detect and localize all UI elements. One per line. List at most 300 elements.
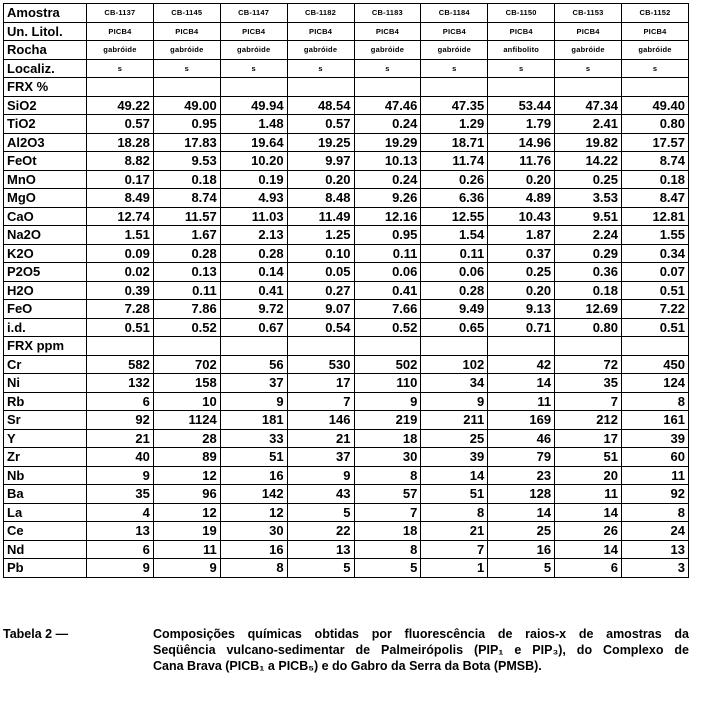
table-row — [4, 152, 689, 171]
table-cell: 33 — [220, 429, 287, 448]
table-cell: 9.49 — [421, 300, 488, 319]
table-cell: 132 — [87, 374, 154, 393]
table-cell: 24 — [622, 522, 689, 541]
table-cell: gabróide — [287, 41, 354, 60]
row-label: Pb — [4, 559, 87, 578]
table-cell: 12.81 — [622, 207, 689, 226]
table-cell: 47.35 — [421, 96, 488, 115]
table-cell: 9 — [87, 559, 154, 578]
table-cell: 9.72 — [220, 300, 287, 319]
table-cell: PICB4 — [555, 22, 622, 41]
table-row — [4, 411, 689, 430]
table-cell: 79 — [488, 448, 555, 467]
table-cell: 0.52 — [354, 318, 421, 337]
table-cell: 8.48 — [287, 189, 354, 208]
table-cell: 9 — [153, 559, 220, 578]
table-cell: 18 — [354, 522, 421, 541]
table-cell: s — [354, 59, 421, 78]
table-cell: 16 — [220, 540, 287, 559]
table-cell: 18 — [354, 429, 421, 448]
table-cell: 10.13 — [354, 152, 421, 171]
table-cell: 39 — [421, 448, 488, 467]
row-label: Zr — [4, 448, 87, 467]
row-label: Nd — [4, 540, 87, 559]
row-label: CaO — [4, 207, 87, 226]
row-label: MgO — [4, 189, 87, 208]
row-label: MnO — [4, 170, 87, 189]
table-cell: 11 — [622, 466, 689, 485]
table-cell: 37 — [220, 374, 287, 393]
table-cell: 0.51 — [622, 318, 689, 337]
table-cell: 10.43 — [488, 207, 555, 226]
table-cell: 35 — [87, 485, 154, 504]
table-cell: 21 — [87, 429, 154, 448]
table-cell: 9.97 — [287, 152, 354, 171]
caption-line-1: Composições químicas obtidas por fluorescência de raios-x de amostras da — [153, 627, 689, 641]
table-cell: 9 — [220, 392, 287, 411]
table-cell: gabróide — [354, 41, 421, 60]
table-cell: 8 — [622, 503, 689, 522]
table-cell: 5 — [287, 559, 354, 578]
table-cell: 158 — [153, 374, 220, 393]
table-cell: 8.49 — [87, 189, 154, 208]
table-row — [4, 355, 689, 374]
table-cell: 19.64 — [220, 133, 287, 152]
row-label: FeOt — [4, 152, 87, 171]
table-cell: 0.20 — [287, 170, 354, 189]
table-cell: 8.82 — [87, 152, 154, 171]
table-cell: 20 — [555, 466, 622, 485]
table-cell: 57 — [354, 485, 421, 504]
table-cell: 3.53 — [555, 189, 622, 208]
table-cell: gabróide — [87, 41, 154, 60]
table-row — [4, 115, 689, 134]
table-cell: PICB4 — [220, 22, 287, 41]
table-cell: 49.40 — [622, 96, 689, 115]
table-cell: 5 — [287, 503, 354, 522]
table-cell: 4.93 — [220, 189, 287, 208]
row-label: FeO — [4, 300, 87, 319]
table-cell: 11 — [555, 485, 622, 504]
table-cell: 0.26 — [421, 170, 488, 189]
table-cell: 9 — [421, 392, 488, 411]
table-row — [4, 170, 689, 189]
table-cell: CB-1182 — [287, 4, 354, 23]
table-row — [4, 189, 689, 208]
table-cell: 37 — [287, 448, 354, 467]
row-label: Un. Litol. — [4, 22, 87, 41]
table-cell: 8 — [354, 540, 421, 559]
table-cell: 124 — [622, 374, 689, 393]
table-row — [4, 318, 689, 337]
table-cell: 11 — [488, 392, 555, 411]
table-cell: 39 — [622, 429, 689, 448]
empty-cell — [488, 78, 555, 97]
table-cell: 5 — [488, 559, 555, 578]
table-cell: 51 — [421, 485, 488, 504]
table-row — [4, 429, 689, 448]
table-cell: 211 — [421, 411, 488, 430]
table-cell: 0.95 — [153, 115, 220, 134]
table-row — [4, 392, 689, 411]
table-row — [4, 133, 689, 152]
empty-cell — [354, 337, 421, 356]
table-cell: 49.94 — [220, 96, 287, 115]
section-row — [4, 337, 689, 356]
row-label: K2O — [4, 244, 87, 263]
table-caption — [3, 626, 689, 674]
table-cell: 6.36 — [421, 189, 488, 208]
table-cell: 0.20 — [488, 281, 555, 300]
table-cell: gabróide — [153, 41, 220, 60]
row-label: Ni — [4, 374, 87, 393]
table-cell: 96 — [153, 485, 220, 504]
table-cell: 6 — [87, 392, 154, 411]
table-cell: CB-1152 — [622, 4, 689, 23]
table-cell: 1.51 — [87, 226, 154, 245]
table-cell: 0.10 — [287, 244, 354, 263]
table-cell: 8.74 — [153, 189, 220, 208]
row-label: Na2O — [4, 226, 87, 245]
row-label: P2O5 — [4, 263, 87, 282]
table-cell: 1.79 — [488, 115, 555, 134]
table-cell: 49.22 — [87, 96, 154, 115]
table-cell: 11 — [153, 540, 220, 559]
table-cell: 0.13 — [153, 263, 220, 282]
table-cell: 1.87 — [488, 226, 555, 245]
table-cell: s — [622, 59, 689, 78]
table-cell: 9.13 — [488, 300, 555, 319]
table-cell: CB-1153 — [555, 4, 622, 23]
table-cell: 0.09 — [87, 244, 154, 263]
table-row — [4, 503, 689, 522]
table-body — [4, 4, 689, 578]
table-cell: 12.74 — [87, 207, 154, 226]
table-cell: 6 — [555, 559, 622, 578]
table-cell: gabróide — [220, 41, 287, 60]
table-cell: 7 — [354, 503, 421, 522]
table-cell: 0.14 — [220, 263, 287, 282]
table-cell: 28 — [153, 429, 220, 448]
table-cell: 0.37 — [488, 244, 555, 263]
table-cell: 0.06 — [354, 263, 421, 282]
table-row — [4, 540, 689, 559]
table-cell: 0.11 — [153, 281, 220, 300]
geochemistry-table — [3, 3, 689, 578]
table-cell: 7.22 — [622, 300, 689, 319]
table-row — [4, 207, 689, 226]
table-cell: 42 — [488, 355, 555, 374]
table-cell: 450 — [622, 355, 689, 374]
table-cell: 11.74 — [421, 152, 488, 171]
table-row — [4, 4, 689, 23]
table-cell: 4 — [87, 503, 154, 522]
table-row — [4, 96, 689, 115]
table-cell: 0.36 — [555, 263, 622, 282]
table-cell: 17 — [555, 429, 622, 448]
table-cell: 2.24 — [555, 226, 622, 245]
table-cell: 26 — [555, 522, 622, 541]
empty-cell — [287, 337, 354, 356]
table-cell: 47.46 — [354, 96, 421, 115]
table-cell: 8 — [354, 466, 421, 485]
table-cell: 0.24 — [354, 115, 421, 134]
table-cell: 1.29 — [421, 115, 488, 134]
table-cell: 128 — [488, 485, 555, 504]
table-cell: 1.48 — [220, 115, 287, 134]
table-cell: 0.18 — [555, 281, 622, 300]
row-label: Sr — [4, 411, 87, 430]
table-cell: 0.06 — [421, 263, 488, 282]
table-cell: 8.74 — [622, 152, 689, 171]
table-cell: 49.00 — [153, 96, 220, 115]
table-cell: 19.82 — [555, 133, 622, 152]
table-cell: 0.54 — [287, 318, 354, 337]
empty-cell — [220, 337, 287, 356]
table-cell: 0.24 — [354, 170, 421, 189]
table-cell: 22 — [287, 522, 354, 541]
table-cell: 110 — [354, 374, 421, 393]
table-cell: 0.25 — [488, 263, 555, 282]
table-cell: 19.29 — [354, 133, 421, 152]
section-row — [4, 78, 689, 97]
table-cell: 14 — [488, 374, 555, 393]
empty-cell — [153, 337, 220, 356]
empty-cell — [287, 78, 354, 97]
table-cell: 72 — [555, 355, 622, 374]
empty-cell — [622, 78, 689, 97]
table-cell: 17.83 — [153, 133, 220, 152]
table-cell: CB-1145 — [153, 4, 220, 23]
table-row — [4, 559, 689, 578]
table-cell: PICB4 — [287, 22, 354, 41]
table-cell: 11.76 — [488, 152, 555, 171]
table-cell: CB-1150 — [488, 4, 555, 23]
table-cell: 181 — [220, 411, 287, 430]
table-cell: 0.18 — [622, 170, 689, 189]
table-cell: 2.41 — [555, 115, 622, 134]
table-cell: 0.27 — [287, 281, 354, 300]
caption-line-2: Seqüência vulcano-sedimentar de Palmeirópolis (PIP₁ e PIP₃), do Complexo de — [153, 643, 689, 657]
table-cell: 0.67 — [220, 318, 287, 337]
table-cell: 0.52 — [153, 318, 220, 337]
table-cell: 0.17 — [87, 170, 154, 189]
row-label: Rb — [4, 392, 87, 411]
table-cell: 12.55 — [421, 207, 488, 226]
table-cell: 219 — [354, 411, 421, 430]
empty-cell — [87, 337, 154, 356]
table-cell: 0.28 — [220, 244, 287, 263]
table-cell: 0.34 — [622, 244, 689, 263]
table-row — [4, 244, 689, 263]
table-row — [4, 300, 689, 319]
table-cell: 25 — [488, 522, 555, 541]
caption-line-3: Cana Brava (PICB₁ a PICB₅) e do Gabro da Serra da Bota (PMSB). — [153, 659, 542, 673]
empty-cell — [555, 78, 622, 97]
table-cell: 13 — [287, 540, 354, 559]
table-cell: s — [220, 59, 287, 78]
section-heading: FRX ppm — [4, 337, 87, 356]
table-cell: 14.96 — [488, 133, 555, 152]
table-row — [4, 448, 689, 467]
table-cell: anfibolito — [488, 41, 555, 60]
empty-cell — [153, 78, 220, 97]
row-label: Cr — [4, 355, 87, 374]
table-cell: 18.28 — [87, 133, 154, 152]
table-cell: CB-1137 — [87, 4, 154, 23]
empty-cell — [421, 78, 488, 97]
table-cell: 0.51 — [87, 318, 154, 337]
table-cell: 14 — [488, 503, 555, 522]
table-cell: 142 — [220, 485, 287, 504]
table-cell: gabróide — [421, 41, 488, 60]
table-cell: 34 — [421, 374, 488, 393]
table-row — [4, 263, 689, 282]
table-cell: 6 — [87, 540, 154, 559]
table-cell: 2.13 — [220, 226, 287, 245]
table-cell: 0.05 — [287, 263, 354, 282]
table-cell: 102 — [421, 355, 488, 374]
table-cell: 17.57 — [622, 133, 689, 152]
table-cell: 1 — [421, 559, 488, 578]
table-cell: 12 — [220, 503, 287, 522]
table-cell: 19.25 — [287, 133, 354, 152]
table-cell: 40 — [87, 448, 154, 467]
table-cell: s — [153, 59, 220, 78]
table-cell: 1.67 — [153, 226, 220, 245]
table-cell: 12 — [153, 466, 220, 485]
empty-cell — [220, 78, 287, 97]
table-cell: 21 — [287, 429, 354, 448]
row-label: H2O — [4, 281, 87, 300]
table-cell: 0.25 — [555, 170, 622, 189]
table-cell: s — [421, 59, 488, 78]
table-cell: 12 — [153, 503, 220, 522]
table-cell: 9.53 — [153, 152, 220, 171]
table-cell: 13 — [622, 540, 689, 559]
table-cell: 530 — [287, 355, 354, 374]
empty-cell — [354, 78, 421, 97]
table-cell: 169 — [488, 411, 555, 430]
table-cell: 0.71 — [488, 318, 555, 337]
table-cell: gabróide — [555, 41, 622, 60]
table-cell: 23 — [488, 466, 555, 485]
table-cell: 92 — [87, 411, 154, 430]
table-row — [4, 59, 689, 78]
row-label: Amostra — [4, 4, 87, 23]
table-cell: 47.34 — [555, 96, 622, 115]
table-cell: 0.65 — [421, 318, 488, 337]
table-cell: 4.89 — [488, 189, 555, 208]
table-cell: 9 — [287, 466, 354, 485]
table-cell: 8.47 — [622, 189, 689, 208]
table-row — [4, 485, 689, 504]
table-cell: 0.07 — [622, 263, 689, 282]
table-cell: 16 — [220, 466, 287, 485]
empty-cell — [622, 337, 689, 356]
table-cell: 14 — [421, 466, 488, 485]
table-cell: 5 — [354, 559, 421, 578]
table-cell: 46 — [488, 429, 555, 448]
table-cell: 48.54 — [287, 96, 354, 115]
table-cell: 12.69 — [555, 300, 622, 319]
table-cell: 0.28 — [153, 244, 220, 263]
row-label: Ce — [4, 522, 87, 541]
row-label: La — [4, 503, 87, 522]
row-label: Rocha — [4, 41, 87, 60]
table-cell: s — [488, 59, 555, 78]
table-cell: CB-1184 — [421, 4, 488, 23]
table-cell: 0.19 — [220, 170, 287, 189]
table-cell: 0.11 — [421, 244, 488, 263]
table-cell: PICB4 — [622, 22, 689, 41]
table-cell: 0.20 — [488, 170, 555, 189]
table-cell: 1.55 — [622, 226, 689, 245]
row-label: SiO2 — [4, 96, 87, 115]
table-cell: 60 — [622, 448, 689, 467]
table-row — [4, 281, 689, 300]
table-cell: 35 — [555, 374, 622, 393]
table-cell: 21 — [421, 522, 488, 541]
table-cell: 7 — [421, 540, 488, 559]
table-row — [4, 22, 689, 41]
table-row — [4, 41, 689, 60]
table-cell: PICB4 — [488, 22, 555, 41]
table-cell: 11.49 — [287, 207, 354, 226]
table-cell: 0.57 — [87, 115, 154, 134]
table-cell: 1.25 — [287, 226, 354, 245]
table-cell: 17 — [287, 374, 354, 393]
table-cell: 212 — [555, 411, 622, 430]
table-cell: 92 — [622, 485, 689, 504]
table-cell: 51 — [555, 448, 622, 467]
table-cell: 10 — [153, 392, 220, 411]
table-cell: 25 — [421, 429, 488, 448]
table-cell: 3 — [622, 559, 689, 578]
table-cell: 7 — [287, 392, 354, 411]
table-cell: 0.18 — [153, 170, 220, 189]
table-cell: 0.02 — [87, 263, 154, 282]
table-cell: s — [87, 59, 154, 78]
table-cell: 19 — [153, 522, 220, 541]
empty-cell — [87, 78, 154, 97]
table-cell: 56 — [220, 355, 287, 374]
table-cell: CB-1183 — [354, 4, 421, 23]
table-cell: PICB4 — [153, 22, 220, 41]
table-cell: 8 — [220, 559, 287, 578]
table-cell: 702 — [153, 355, 220, 374]
table-cell: 7.28 — [87, 300, 154, 319]
table-cell: 9.26 — [354, 189, 421, 208]
caption-label: Tabela 2 — — [3, 627, 69, 641]
table-cell: 51 — [220, 448, 287, 467]
empty-cell — [421, 337, 488, 356]
table-cell: 0.39 — [87, 281, 154, 300]
table-cell: 0.51 — [622, 281, 689, 300]
table-cell: 9.51 — [555, 207, 622, 226]
table-cell: 18.71 — [421, 133, 488, 152]
table-cell: 14 — [555, 540, 622, 559]
table-cell: 53.44 — [488, 96, 555, 115]
table-cell: 0.28 — [421, 281, 488, 300]
table-cell: 0.95 — [354, 226, 421, 245]
table-cell: 0.41 — [220, 281, 287, 300]
table-cell: 16 — [488, 540, 555, 559]
table-cell: s — [287, 59, 354, 78]
table-row — [4, 226, 689, 245]
table-cell: s — [555, 59, 622, 78]
empty-cell — [488, 337, 555, 356]
